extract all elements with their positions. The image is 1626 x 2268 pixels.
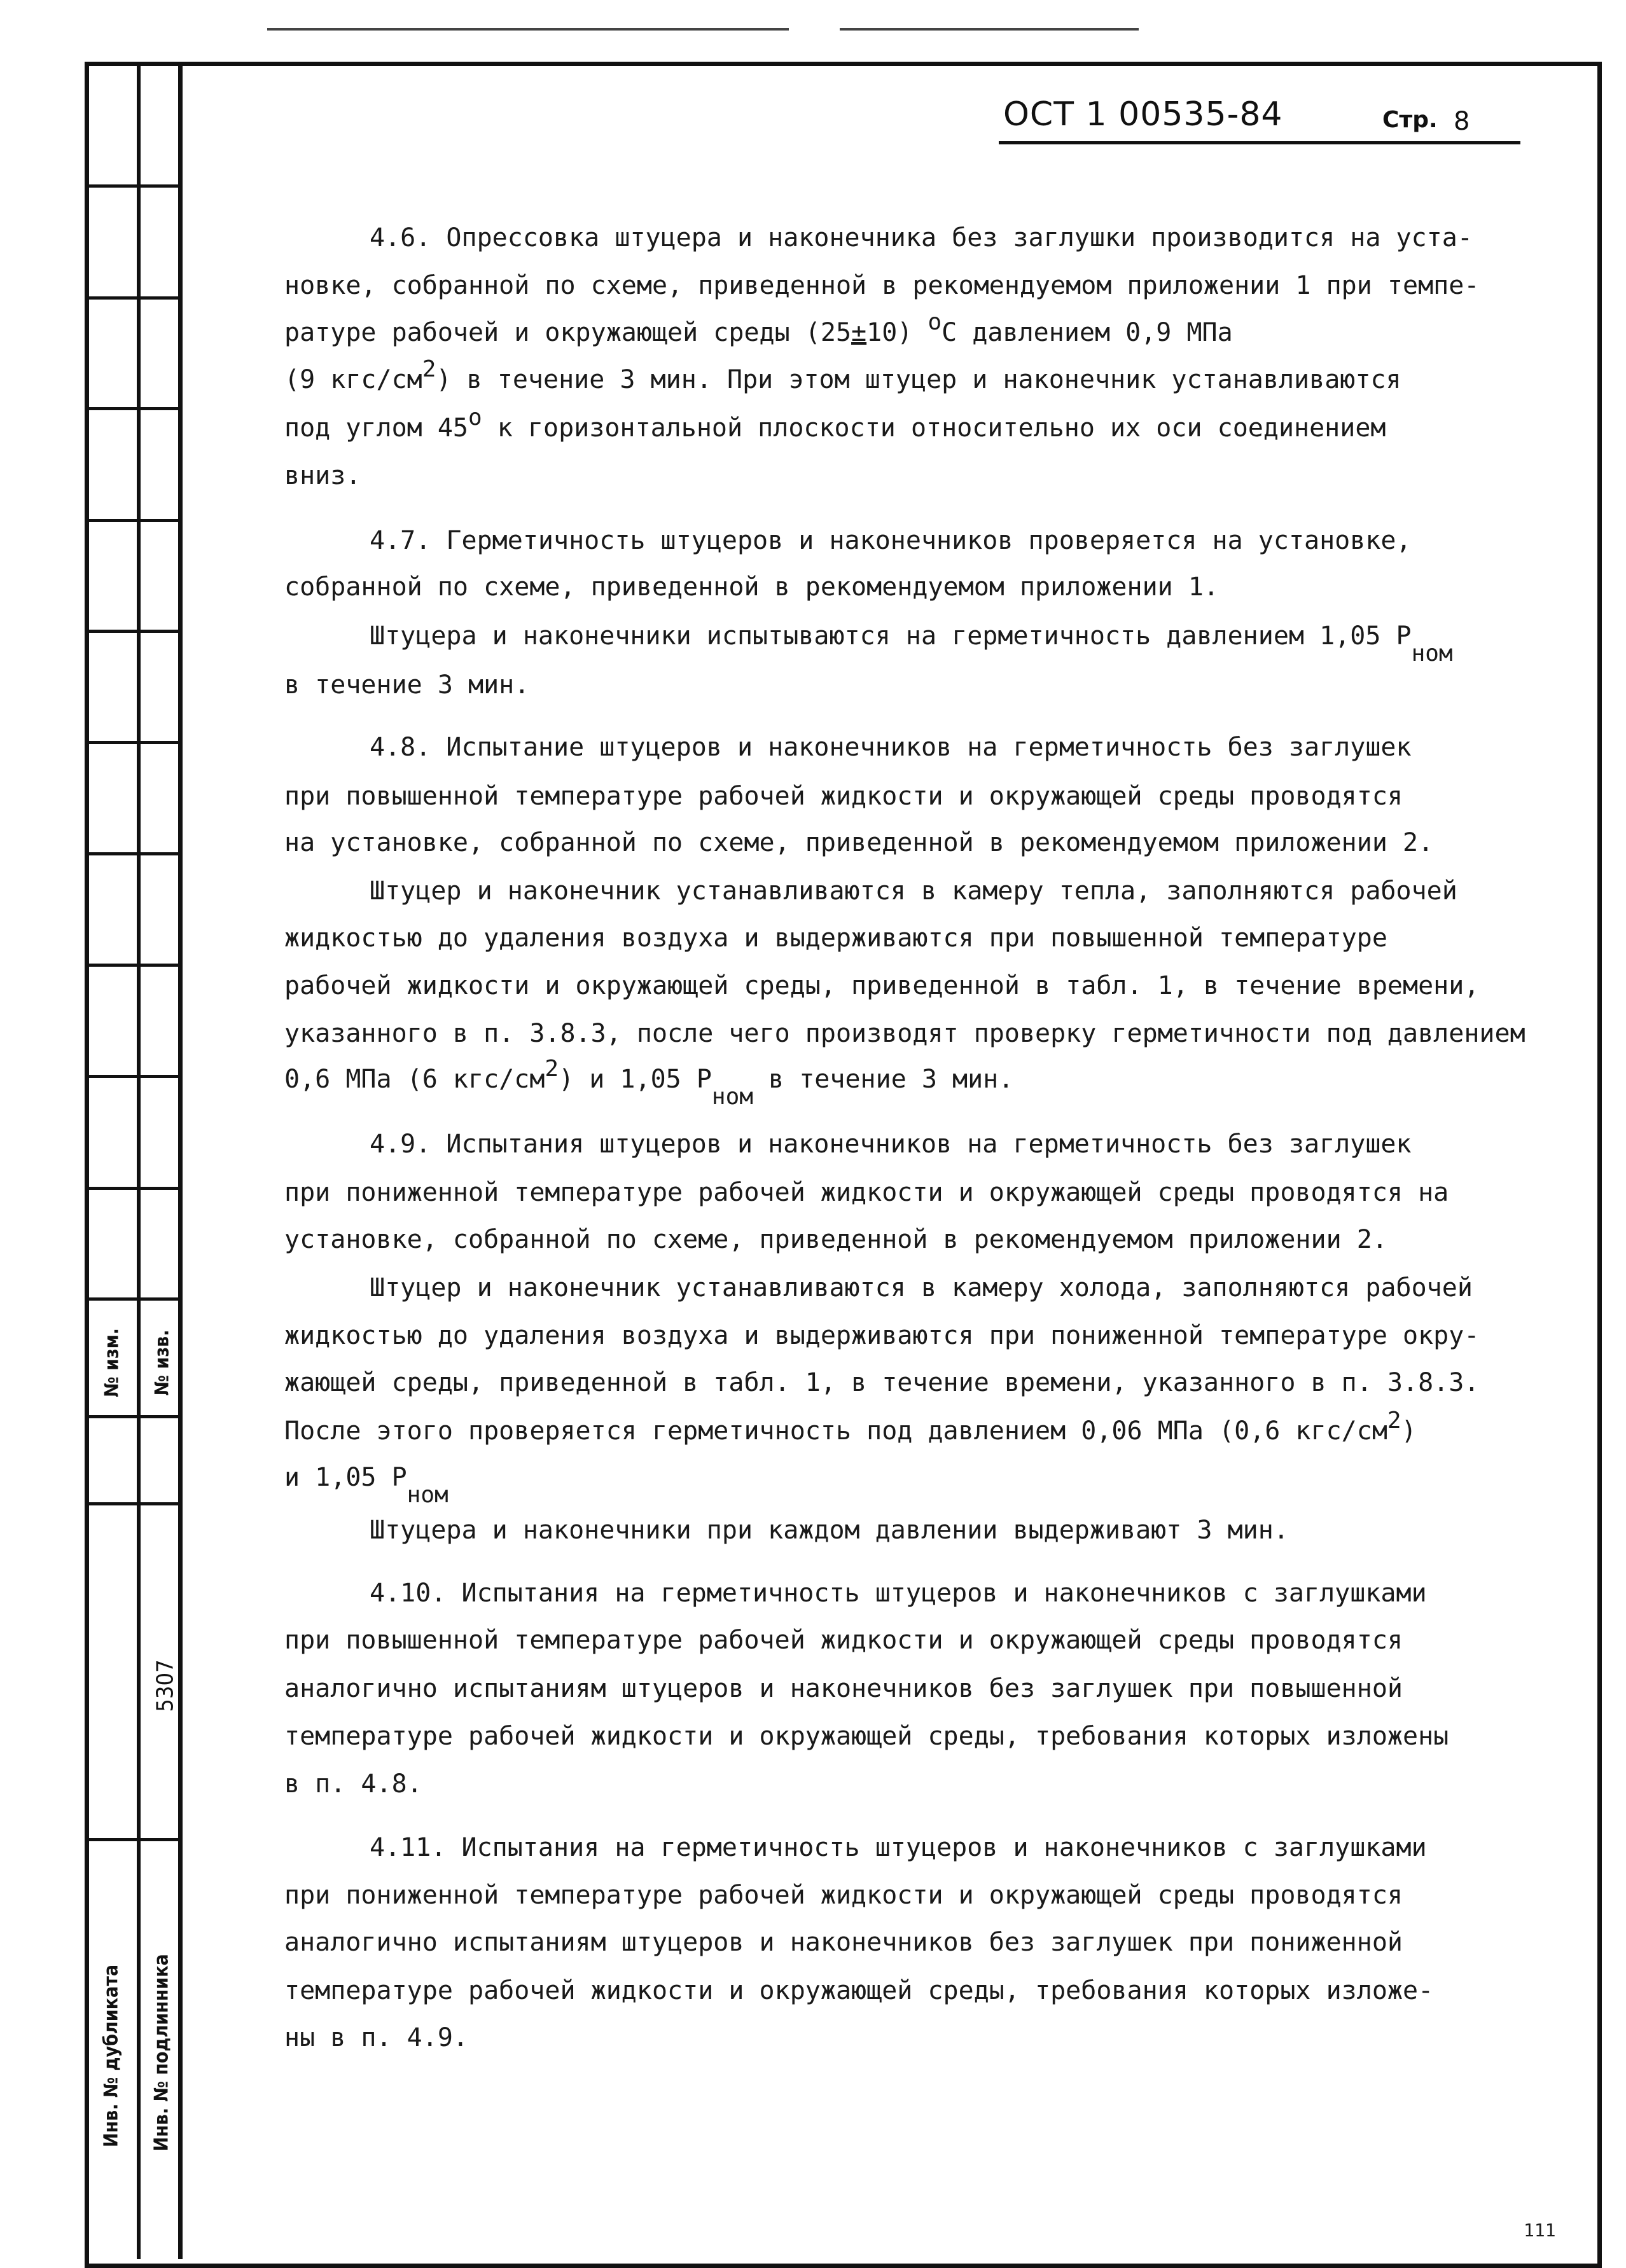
text-line: температуре рабочей жидкости и окружающей среды, требования которых изложены: [284, 1722, 1449, 1751]
text-line: [370, 621, 1453, 667]
text-line: температуре рабочей жидкости и окружающей среды, требования которых изложе-: [284, 1976, 1434, 2005]
text-line: ны в п. 4.9.: [284, 2023, 468, 2052]
text-run: ): [1401, 1416, 1417, 1446]
text-line: [284, 356, 1401, 394]
text-line: 4.9. Испытания штуцеров и наконечников на герметичность без заглушек: [370, 1130, 1412, 1159]
text-line: [284, 1463, 448, 1508]
text-line: вниз.: [284, 461, 361, 490]
text-run: ратуре рабочей и окружающей среды (25: [284, 318, 852, 347]
text-line: Штуцер и наконечник устанавливаются в камеру холода, заполняются рабочей: [370, 1273, 1473, 1303]
page-number: 8: [1454, 107, 1470, 136]
text-line: аналогично испытаниям штуцеров и наконечников без заглушек при пониженной: [284, 1928, 1403, 1957]
text-line: рабочей жидкости и окружающей среды, приведенной в табл. 1, в течение времени,: [284, 971, 1480, 1000]
text-run: (9 кгс/см: [284, 365, 422, 394]
text-line: Штуцер и наконечник устанавливаются в камеру тепла, заполняются рабочей: [370, 876, 1457, 906]
degree-sign: o: [468, 405, 482, 431]
scan-corner-mark: 111: [1524, 2220, 1556, 2241]
inv-number: 5307: [152, 1659, 179, 1712]
text-run: 10): [866, 318, 928, 347]
page-label: Стр.: [1382, 107, 1438, 133]
document-code: ОСТ 1 00535-84: [1003, 95, 1283, 134]
text-line: при повышенной температуре рабочей жидкости и окружающей среды проводятся: [284, 782, 1403, 811]
text-run: После этого проверяется герметичность под давлением 0,06 МПа (0,6 кгс/см: [284, 1416, 1387, 1446]
text-line: установке, собранной по схеме, приведенной в рекомендуемом приложении 2.: [284, 1225, 1387, 1254]
text-line: новке, собранной по схеме, приведенной в рекомендуемом приложении 1 при темпе-: [284, 271, 1480, 300]
text-line: аналогично испытаниям штуцеров и наконечников без заглушек при повышенной: [284, 1674, 1403, 1703]
text-line: Штуцера и наконечники при каждом давлении выдерживают 3 мин.: [370, 1516, 1289, 1545]
text-run: к горизонтальной плоскости относительно их оси соединением: [482, 413, 1386, 443]
text-run: 0,6 МПа (6 кгс/см: [284, 1065, 545, 1094]
text-line: 4.8. Испытание штуцеров и наконечников на герметичность без заглушек: [370, 733, 1412, 762]
text-line: 4.10. Испытания на герметичность штуцеров и наконечников с заглушками: [370, 1579, 1427, 1608]
text-line: в п. 4.8.: [284, 1769, 422, 1799]
label-izm: № изм.: [101, 1328, 123, 1397]
text-line: [284, 309, 1233, 347]
text-line: жидкостью до удаления воздуха и выдерживаются при повышенной температуре: [284, 923, 1387, 953]
text-line: жающей среды, приведенной в табл. 1, в течение времени, указанного в п. 3.8.3.: [284, 1368, 1480, 1397]
label-inv-dublikata: Инв. № дубликата: [100, 1964, 123, 2148]
text-line: жидкостью до удаления воздуха и выдерживаются при пониженной температуре окру-: [284, 1321, 1480, 1350]
text-line: на установке, собранной по схеме, приведенной в рекомендуемом приложении 2.: [284, 828, 1434, 857]
text-line: в течение 3 мин.: [284, 670, 530, 700]
text-line: 4.7. Герметичность штуцеров и наконечников проверяется на установке,: [370, 526, 1412, 555]
text-run: С давлением 0,9 МПа: [942, 318, 1233, 347]
text-line: собранной по схеме, приведенной в рекомендуемом приложении 1.: [284, 572, 1220, 602]
text-line: [284, 1407, 1417, 1446]
text-run: Штуцера и наконечники испытываются на герметичность давлением 1,05 P: [370, 621, 1412, 651]
text-run: ) и 1,05 P: [559, 1065, 712, 1094]
text-line: [284, 1056, 1014, 1110]
text-run: в течение 3 мин.: [753, 1065, 1014, 1094]
text-line: 4.6. Опрессовка штуцера и наконечника без заглушки производится на уста-: [370, 223, 1473, 252]
subscript: ном: [406, 1482, 448, 1508]
label-izv: № изв.: [151, 1329, 174, 1396]
text-line: при пониженной температуре рабочей жидкости и окружающей среды проводятся на: [284, 1178, 1449, 1207]
label-inv-podlinnika: Инв. № подлинника: [150, 1954, 173, 2152]
text-line: указанного в п. 3.8.3, после чего производят проверку герметичности под давлением: [284, 1019, 1525, 1048]
text-line: при повышенной температуре рабочей жидкости и окружающей среды проводятся: [284, 1626, 1403, 1655]
text-line: [284, 405, 1386, 443]
superscript: 2: [545, 1056, 559, 1082]
subscript: ном: [1411, 640, 1453, 667]
text-run: ) в течение 3 мин. При этом штуцер и наконечник устанавливаются: [436, 365, 1401, 394]
plus-minus-sign: ±: [851, 318, 867, 347]
subscript: ном: [711, 1084, 753, 1110]
text-line: при пониженной температуре рабочей жидкости и окружающей среды проводятся: [284, 1881, 1403, 1910]
text-run: под углом 45: [284, 413, 468, 443]
text-run: и 1,05 P: [284, 1463, 407, 1492]
superscript: 2: [1387, 1407, 1401, 1434]
degree-sign: o: [928, 309, 942, 335]
text-line: 4.11. Испытания на герметичность штуцеров и наконечников с заглушками: [370, 1833, 1427, 1862]
superscript: 2: [422, 356, 436, 382]
